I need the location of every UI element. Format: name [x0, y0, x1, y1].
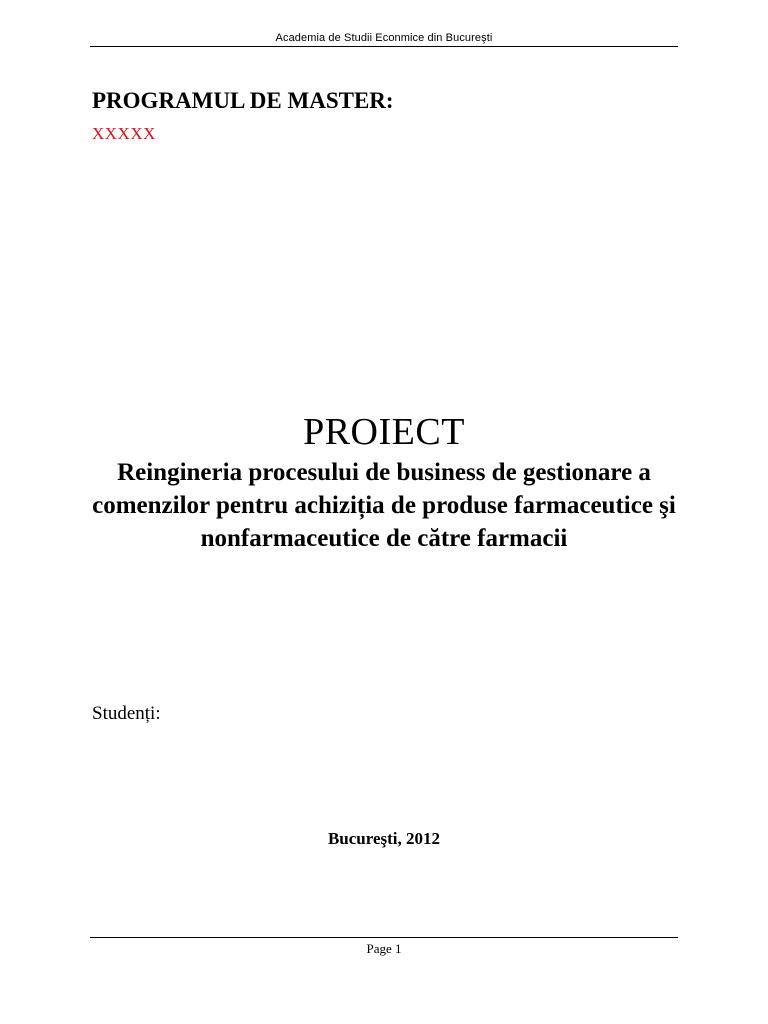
footer-divider: [90, 937, 678, 938]
header-divider: [90, 46, 678, 47]
page-header: Academia de Studii Econmice din Bucureşti: [275, 32, 493, 44]
program-label: PROGRAMUL DE MASTER:: [92, 88, 394, 113]
students-label: Studenți:: [92, 703, 161, 724]
program-name: XXXXX: [92, 124, 156, 143]
project-title: Reingineria procesului de business de gestionare a comenzilor pentru achiziția de produse farmaceutice şi nonfarmaceutice de către farmacii: [92, 459, 676, 552]
project-heading: PROIECT: [303, 411, 465, 453]
place-date: Bucureşti, 2012: [327, 829, 441, 848]
page-number: Page 1: [366, 941, 402, 956]
